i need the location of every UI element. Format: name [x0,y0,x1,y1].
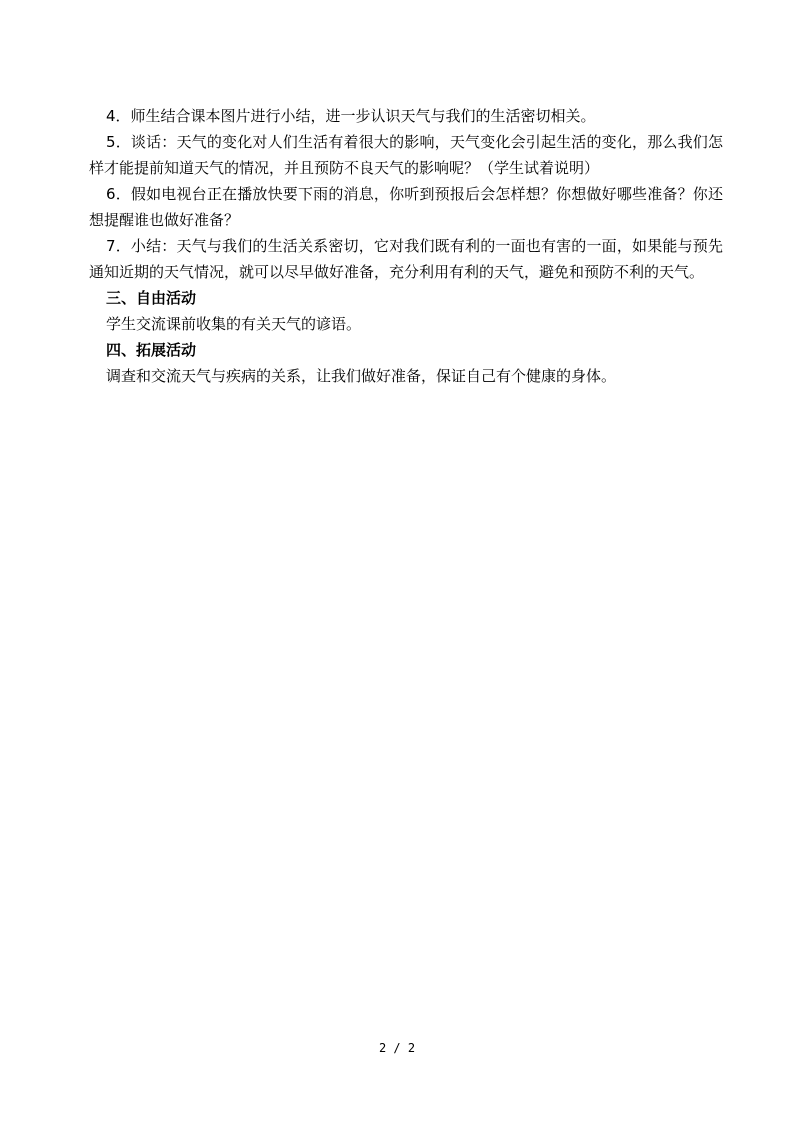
paragraph-summary: 7．小结：天气与我们的生活关系密切，它对我们既有利的一面也有害的一面，如果能与预先通知近期的天气情况，就可以尽早做好准备，充分利用有利的天气，避免和预防不利的天气。 [89,237,723,281]
document-body [89,103,723,389]
section-heading-extension-activity: 四、拓展活动 [106,341,197,359]
paragraph-summary-images: 4．师生结合课本图片进行小结，进一步认识天气与我们的生活密切相关。 [106,107,596,125]
page-number: 2 / 2 [378,1041,416,1055]
paragraph-proverbs: 学生交流课前收集的有关天气的谚语。 [106,315,362,333]
paragraph-conversation: 5．谈话：天气的变化对人们生活有着很大的影响，天气变化会引起生活的变化，那么我们怎样才能提前知道天气的情况，并且预防不良天气的影响呢？（学生试着说明） [89,133,723,177]
section-heading-free-activity: 三、自由活动 [106,289,197,307]
paragraph-tv-forecast: 6．假如电视台正在播放快要下雨的消息，你听到预报后会怎样想？你想做好哪些准备？你还想提醒谁也做好准备？ [89,185,723,229]
paragraph-weather-disease: 调查和交流天气与疾病的关系，让我们做好准备，保证自己有个健康的身体。 [106,367,617,385]
